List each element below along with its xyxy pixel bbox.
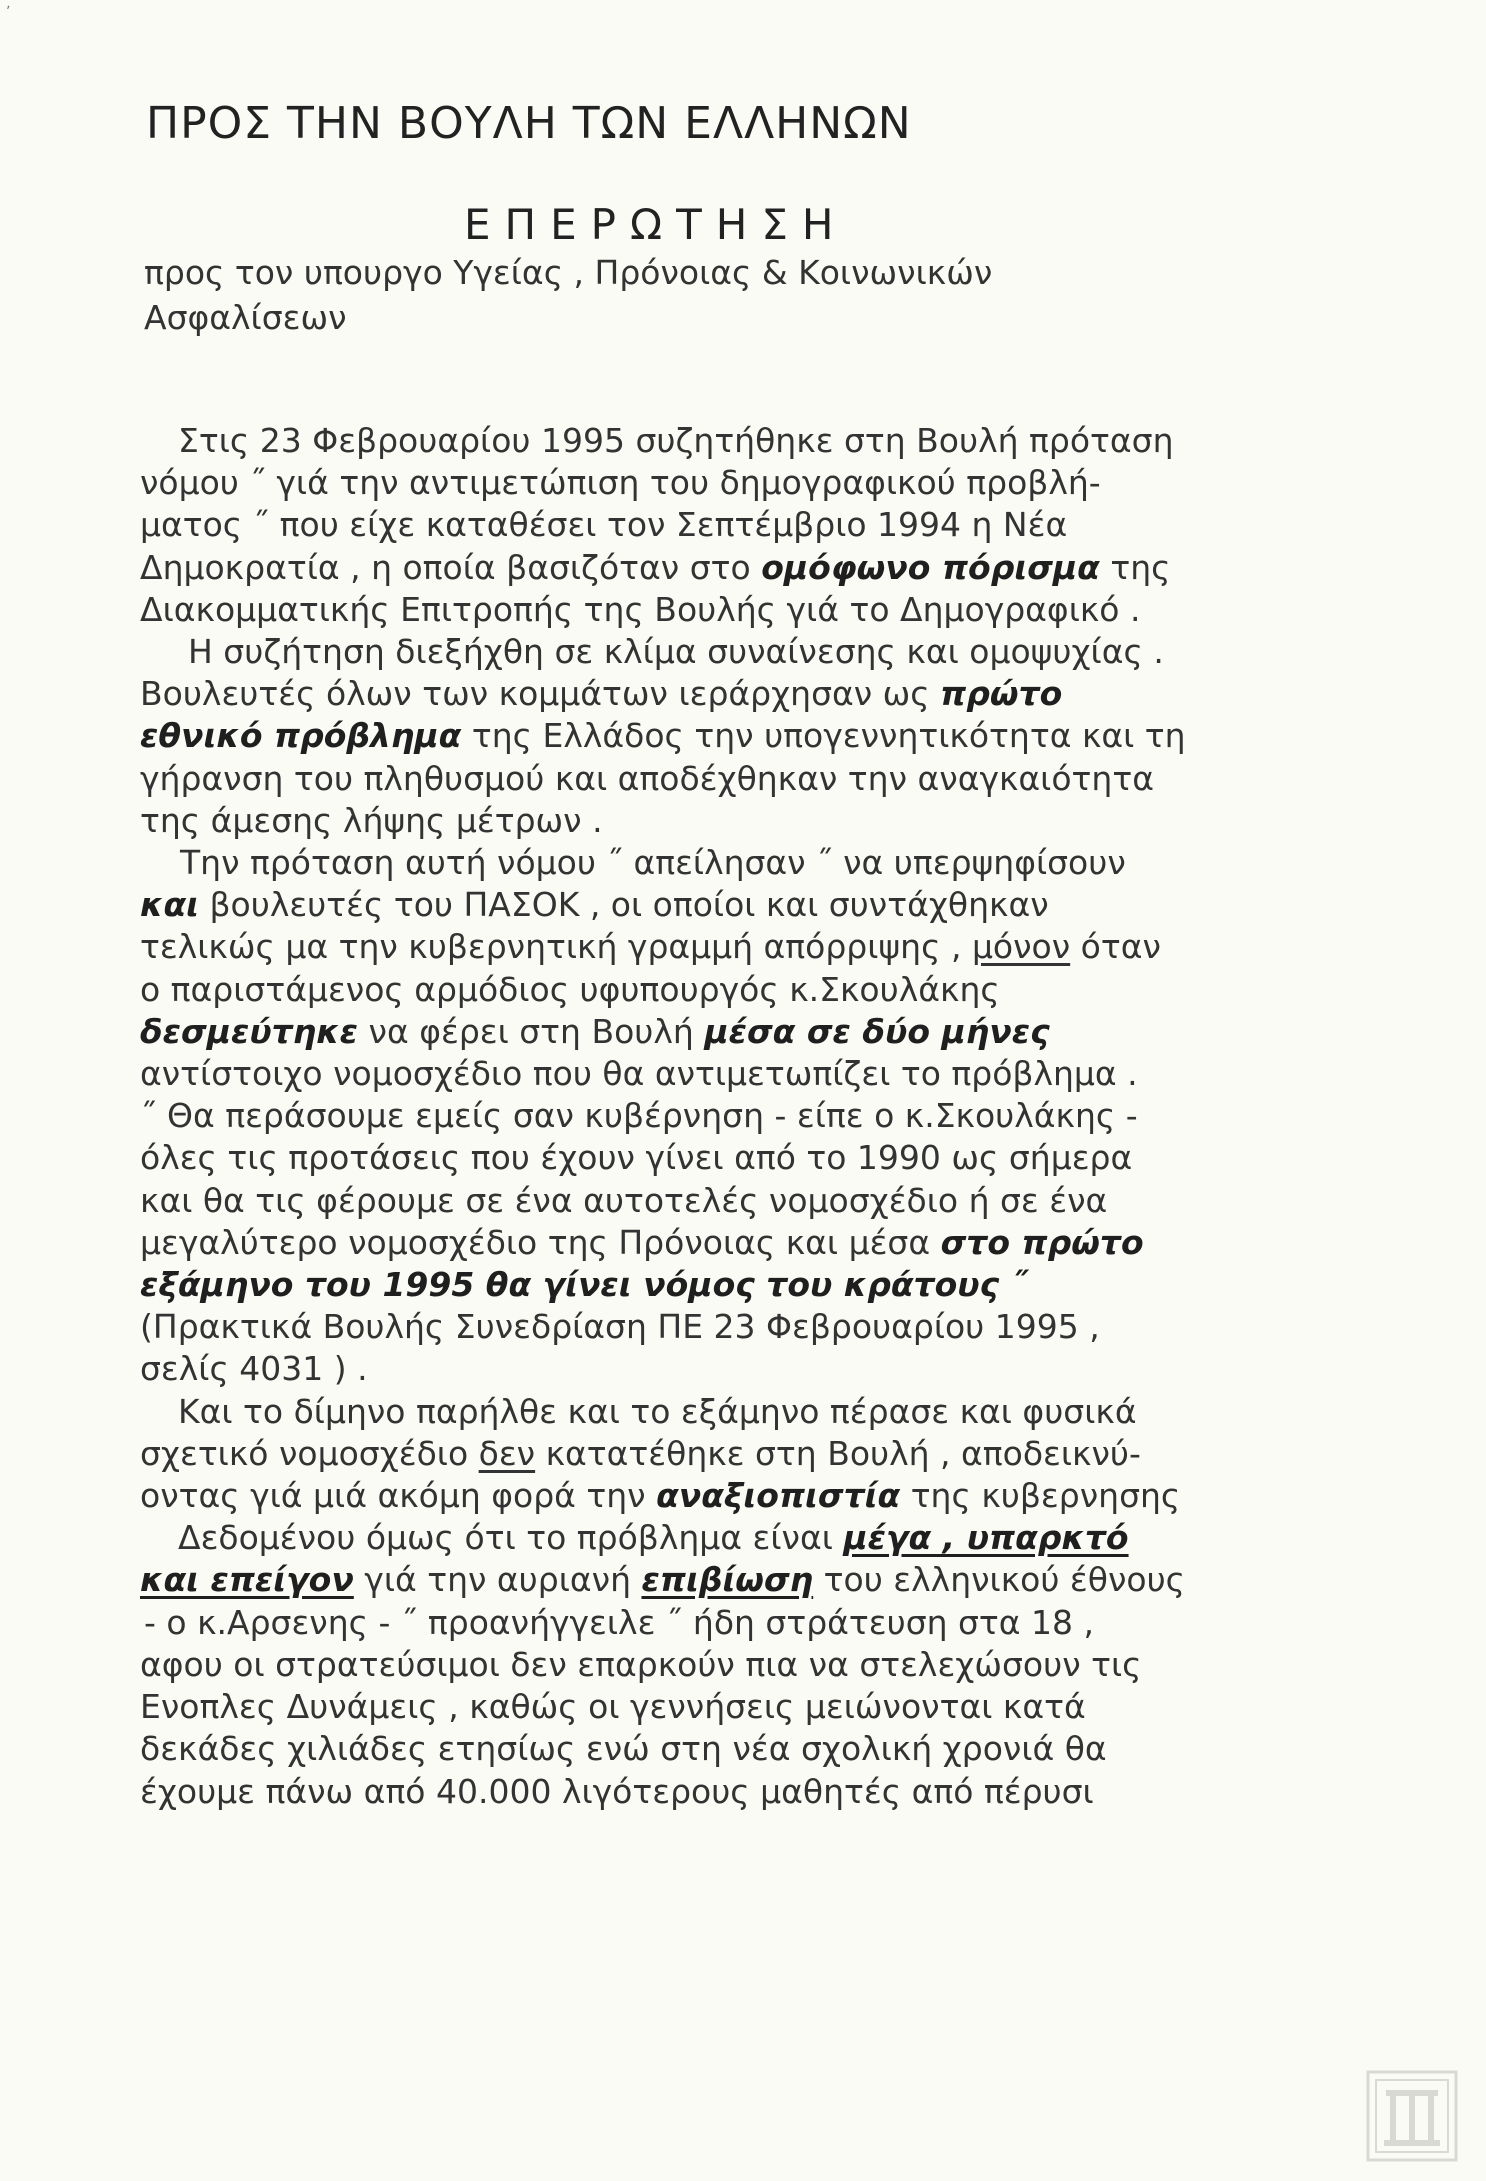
emphasis-underlined-text: μέγα , υπαρκτό: [843, 1518, 1129, 1558]
text-segment: της Ελλάδος την υπογεννητικότητα και τη: [461, 716, 1186, 756]
text-line: - ο κ.Αρσενης - ˝ προανήγγειλε ˝ ήδη στράτευση στα 18 ,: [144, 1602, 1095, 1642]
text-line: [140, 1222, 1340, 1264]
emphasis-text: πρώτο: [940, 674, 1063, 714]
emphasis-text: μέσα σε δύο μήνες: [704, 1011, 1050, 1051]
text-line: [140, 1433, 1340, 1475]
emphasis-text: ομόφωνο πόρισμα: [761, 547, 1100, 587]
text-line: Διακομματικής Επιτροπής της Βουλής γιά το Δημογραφικό .: [140, 589, 1141, 629]
text-line: έχουμε πάνω από 40.000 λιγότερους μαθητές από πέρυσι: [140, 1771, 1094, 1811]
text-segment: οντας γιά μιά ακόμη φορά την: [140, 1476, 657, 1516]
text-line: [140, 673, 1340, 715]
emphasis-underlined-text: επιβίωση: [641, 1560, 814, 1600]
text-segment: Δημοκρατία , η οποία βασιζόταν στο: [140, 547, 762, 587]
corner-mark: ʼ: [6, 4, 11, 20]
text-segment: σχετικό νομοσχέδιο: [140, 1433, 479, 1473]
text-segment: της κυβερνησης: [900, 1476, 1181, 1516]
text-line: [140, 884, 1340, 926]
emphasis-text: στο πρώτο: [940, 1222, 1144, 1262]
text-line: [140, 1011, 1340, 1053]
text-line: Και το δίμηνο παρήλθε και το εξάμηνο πέρασε και φυσικά: [178, 1391, 1137, 1431]
text-line: [140, 1559, 1340, 1601]
addressee-heading: ΠΡΟΣ ΤΗΝ ΒΟΥΛΗ ΤΩΝ ΕΛΛΗΝΩΝ: [146, 98, 912, 149]
underlined-text: μόνον: [971, 927, 1071, 967]
text-line: [140, 1517, 1340, 1559]
text-segment: Βουλευτές όλων των κομμάτων ιεράρχησαν ως: [140, 674, 941, 714]
archive-seal-icon: [1364, 2068, 1460, 2164]
text-line: ο παριστάμενος αρμόδιος υφυπουργός κ.Σκουλάκης: [140, 969, 1000, 1009]
emphasis-line: εξάμηνο του 1995 θα γίνει νόμος του κράτους ˝: [140, 1265, 1028, 1305]
text-segment: της: [1099, 547, 1171, 587]
document-title: ΕΠΕΡΩΤΗΣΗ: [464, 200, 848, 249]
text-line: Στις 23 Φεβρουαρίου 1995 συζητήθηκε στη Βουλή πρόταση: [178, 421, 1174, 460]
text-line: αντίστοιχο νομοσχέδιο που θα αντιμετωπίζει το πρόβλημα .: [140, 1054, 1138, 1094]
text-segment: τελικώς μα την κυβερνητική γραμμή απόρριψης ,: [140, 927, 972, 967]
text-segment: Δεδομένου όμως ότι το πρόβλημα είναι: [178, 1518, 844, 1558]
body-text: [140, 420, 1340, 1813]
text-line: δεκάδες χιλιάδες ετησίως ενώ στη νέα σχολική χρονιά θα: [140, 1729, 1107, 1769]
emphasis-underlined-text: και επείγον: [140, 1560, 354, 1600]
text-line: όλες τις προτάσεις που έχουν γίνει από το 1990 ως σήμερα: [140, 1138, 1133, 1178]
text-line: Η συζήτηση διεξήχθη σε κλίμα συναίνεσης και ομοψυχίας .: [188, 632, 1164, 672]
text-segment: κατατέθηκε στη Βουλή , αποδεικνύ-: [535, 1433, 1141, 1473]
text-segment: μεγαλύτερο νομοσχέδιο της Πρόνοιας και μέσα: [140, 1222, 941, 1262]
text-line: σελίς 4031 ) .: [140, 1349, 368, 1389]
text-line: [140, 926, 1340, 968]
text-segment: βουλευτές του ΠΑΣΟΚ , οι οποίοι και συντάχθηκαν: [198, 885, 1049, 925]
text-line: [140, 715, 1340, 757]
text-line: Την πρόταση αυτή νόμου ˝ απείλησαν ˝ να υπερψηφίσουν: [180, 843, 1126, 883]
subtitle-line: Ασφαλίσεων: [144, 298, 347, 337]
text-segment: όταν: [1070, 927, 1161, 967]
text-line: γήρανση του πληθυσμού και αποδέχθηκαν την αναγκαιότητα: [140, 758, 1154, 798]
text-line: ματος ˝ που είχε καταθέσει τον Σεπτέμβριο 1994 η Νέα: [140, 505, 1068, 545]
text-line: [140, 1475, 1340, 1517]
text-line: της άμεσης λήψης μέτρων .: [140, 800, 603, 840]
emphasis-text: δεσμεύτηκε: [140, 1011, 359, 1051]
text-line: αφου οι στρατεύσιμοι δεν επαρκούν πια να στελεχώσουν τις: [140, 1644, 1142, 1684]
text-line: Ενοπλες Δυνάμεις , καθώς οι γεννήσεις μειώνονται κατά: [140, 1687, 1086, 1727]
document-subtitle: [144, 250, 1164, 340]
underlined-text: δεν: [478, 1433, 536, 1473]
emphasis-text: και: [140, 885, 199, 925]
text-line: (Πρακτικά Βουλής Συνεδρίαση ΠΕ 23 Φεβρουαρίου 1995 ,: [140, 1307, 1100, 1347]
text-segment: γιά την αυριανή: [353, 1560, 642, 1600]
text-segment: του ελληνικού έθνους: [813, 1560, 1186, 1600]
text-line: νόμου ˝ γιά την αντιμετώπιση του δημογραφικού προβλή-: [140, 463, 1101, 503]
subtitle-line: προς τον υπουργο Υγείας , Πρόνοιας & Κοινωνικών: [144, 253, 993, 292]
text-line: και θα τις φέρουμε σε ένα αυτοτελές νομοσχέδιο ή σε ένα: [140, 1180, 1108, 1220]
text-segment: να φέρει στη Βουλή: [358, 1011, 705, 1051]
emphasis-text: εθνικό πρόβλημα: [140, 716, 462, 756]
text-line: ˝ Θα περάσουμε εμείς σαν κυβέρνηση - είπε ο κ.Σκουλάκης -: [140, 1096, 1138, 1136]
text-line: [140, 547, 1340, 589]
emphasis-text: αναξιοπιστία: [656, 1476, 901, 1516]
